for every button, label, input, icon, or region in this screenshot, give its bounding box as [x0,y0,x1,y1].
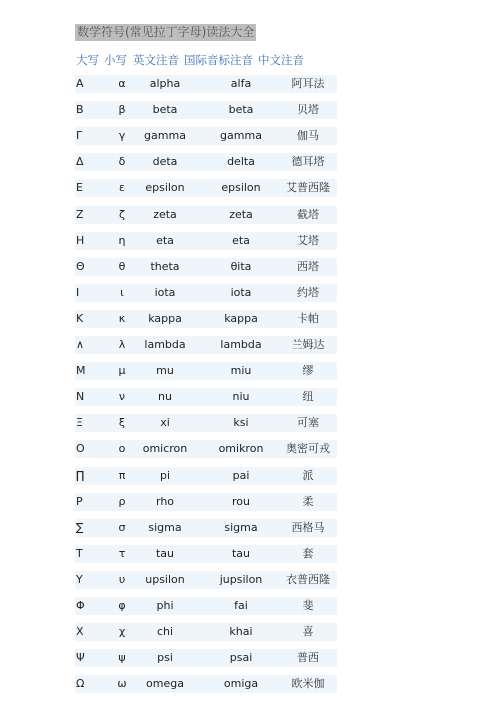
lowercase-letter: υ [118,572,126,586]
chinese-pronunciation: 可塞 [297,416,319,430]
table-row [0,229,500,255]
uppercase-letter: P [76,494,83,508]
lowercase-letter: θ [118,259,126,273]
english-pronunciation: zeta [153,207,177,221]
lowercase-letter: κ [118,311,126,325]
english-pronunciation: iota [154,285,176,299]
english-pronunciation: eta [156,233,174,247]
chinese-pronunciation: 伽马 [297,129,319,143]
ipa-pronunciation: lambda [220,338,262,351]
uppercase-letter: E [76,181,83,195]
ipa-pronunciation: khai [229,625,253,639]
uppercase-letter: Δ [76,155,84,169]
ipa-pronunciation: zeta [229,207,253,221]
table-row [0,124,500,150]
english-pronunciation: beta [152,103,178,117]
table-row [0,307,500,333]
table-row [0,72,500,98]
table-row [0,411,500,437]
uppercase-letter: ∏ [76,468,85,482]
lowercase-letter: ρ [118,494,126,508]
lowercase-letter: ο [118,442,126,456]
lowercase-letter: χ [118,625,126,639]
lowercase-letter: β [118,103,126,117]
ipa-pronunciation: epsilon [221,181,261,195]
lowercase-letter: α [118,77,126,90]
table-row [0,359,500,385]
english-pronunciation: rho [155,494,175,508]
uppercase-letter: Ω [76,677,85,691]
header-uppercase: 大写 [76,53,99,67]
english-pronunciation: omicron [142,442,188,456]
chinese-pronunciation: 喜 [302,625,314,639]
chinese-pronunciation: 贝塔 [297,103,319,117]
chinese-pronunciation: 兰姆达 [291,338,325,351]
chinese-pronunciation: 派 [302,468,314,482]
uppercase-letter: T [76,546,83,560]
ipa-pronunciation: iota [230,285,252,299]
ipa-pronunciation: rou [232,494,250,508]
english-pronunciation: sigma [148,520,182,534]
uppercase-letter: O [76,442,85,456]
lowercase-letter: σ [118,520,126,534]
lowercase-letter: ν [118,390,126,404]
table-row [0,150,500,176]
lowercase-letter: ξ [118,416,126,430]
lowercase-letter: δ [118,155,126,169]
ipa-pronunciation: ksi [233,416,249,430]
english-pronunciation: gamma [144,129,186,143]
table-row [0,594,500,620]
table-header [0,51,500,69]
ipa-pronunciation: alfa [230,77,252,90]
english-pronunciation: lambda [144,338,186,351]
english-pronunciation: chi [156,625,174,639]
chinese-pronunciation: 欧米伽 [291,677,325,691]
english-pronunciation: kappa [148,311,182,325]
english-pronunciation: pi [159,468,171,482]
chinese-pronunciation: 阿耳法 [291,77,325,90]
lowercase-letter: ψ [118,651,126,665]
lowercase-letter: μ [118,364,126,378]
uppercase-letter: A [76,77,84,90]
chinese-pronunciation: 约塔 [297,285,319,299]
lowercase-letter: φ [118,599,126,612]
table-row [0,176,500,202]
english-pronunciation: xi [160,416,170,430]
chinese-pronunciation: 缪 [302,364,314,378]
lowercase-letter: γ [118,129,126,143]
table-row [0,281,500,307]
document-title: 数学符号(常见拉丁字母)读法大全 [77,25,255,39]
table-row [0,203,500,229]
lowercase-letter: ε [119,181,125,195]
chinese-pronunciation: 西塔 [297,259,319,273]
uppercase-letter: Z [76,207,84,221]
ipa-pronunciation: delta [227,155,255,169]
ipa-pronunciation: sigma [224,520,258,534]
table-row [0,385,500,411]
table-row [0,464,500,490]
ipa-pronunciation: kappa [224,311,258,325]
table-row [0,516,500,542]
english-pronunciation: alpha [149,77,181,90]
ipa-pronunciation: tau [231,546,251,560]
ipa-pronunciation: omikron [218,442,264,456]
uppercase-letter: Φ [76,599,85,612]
table-row [0,490,500,516]
table-row [0,333,500,359]
uppercase-letter: N [76,390,85,404]
uppercase-letter: M [76,364,86,378]
table-row [0,255,500,281]
ipa-pronunciation: fai [234,599,248,612]
uppercase-letter: Θ [76,259,85,273]
english-pronunciation: tau [155,546,175,560]
uppercase-letter: I [76,285,80,299]
lowercase-letter: λ [118,338,126,351]
chinese-pronunciation: 斐 [302,599,314,612]
english-pronunciation: mu [156,364,174,378]
table-row [0,646,500,672]
uppercase-letter: K [76,311,84,325]
ipa-pronunciation: gamma [220,129,262,143]
table-row [0,568,500,594]
uppercase-letter: X [76,625,84,639]
lowercase-letter: τ [118,546,126,560]
english-pronunciation: psi [157,651,173,665]
table-row [0,542,500,568]
table-row [0,672,500,698]
ipa-pronunciation: miu [230,364,252,378]
header-chinese: 中文注音 [258,53,304,67]
chinese-pronunciation: 西格马 [291,520,325,534]
ipa-pronunciation: eta [232,233,250,247]
chinese-pronunciation: 艾塔 [297,233,319,247]
english-pronunciation: upsilon [145,572,185,586]
chinese-pronunciation: 衣普西隆 [286,572,330,586]
english-pronunciation: deta [152,155,178,169]
chinese-pronunciation: 柔 [302,494,314,508]
english-pronunciation: phi [156,599,174,612]
chinese-pronunciation: 德耳塔 [291,155,325,169]
english-pronunciation: omega [146,677,184,691]
uppercase-letter: Γ [76,129,83,143]
lowercase-letter: ζ [119,207,125,221]
header-lowercase: 小写 [104,53,127,67]
chinese-pronunciation: 纽 [302,390,314,404]
uppercase-letter: Y [76,572,83,586]
ipa-pronunciation: omiga [223,677,259,691]
table-row [0,98,500,124]
chinese-pronunciation: 艾普西隆 [286,181,330,195]
chinese-pronunciation: 卡帕 [297,311,319,325]
english-pronunciation: theta [150,259,180,273]
uppercase-letter: H [76,233,85,247]
chinese-pronunciation: 奥密可戎 [286,442,330,456]
ipa-pronunciation: jupsilon [219,572,263,586]
chinese-pronunciation: 普西 [297,651,319,665]
chinese-pronunciation: 套 [302,546,314,560]
table-row [0,437,500,463]
chinese-pronunciation: 截塔 [297,207,319,221]
uppercase-letter: Ξ [76,416,83,430]
header-ipa: 国际音标注音 [184,53,253,67]
header-english: 英文注音 [133,53,179,67]
lowercase-letter: ω [117,677,127,691]
uppercase-letter: ∑ [76,520,84,534]
uppercase-letter: Ψ [76,651,85,665]
ipa-pronunciation: beta [228,103,254,117]
ipa-pronunciation: niu [232,390,250,404]
ipa-pronunciation: θita [230,259,252,273]
table-row [0,620,500,646]
english-pronunciation: epsilon [145,181,185,195]
lowercase-letter: ι [120,285,124,299]
ipa-pronunciation: psai [229,651,253,665]
lowercase-letter: η [118,233,126,247]
ipa-pronunciation: pai [232,468,250,482]
uppercase-letter: B [76,103,84,117]
lowercase-letter: π [118,468,126,482]
uppercase-letter: ∧ [76,338,85,351]
english-pronunciation: nu [158,390,172,404]
